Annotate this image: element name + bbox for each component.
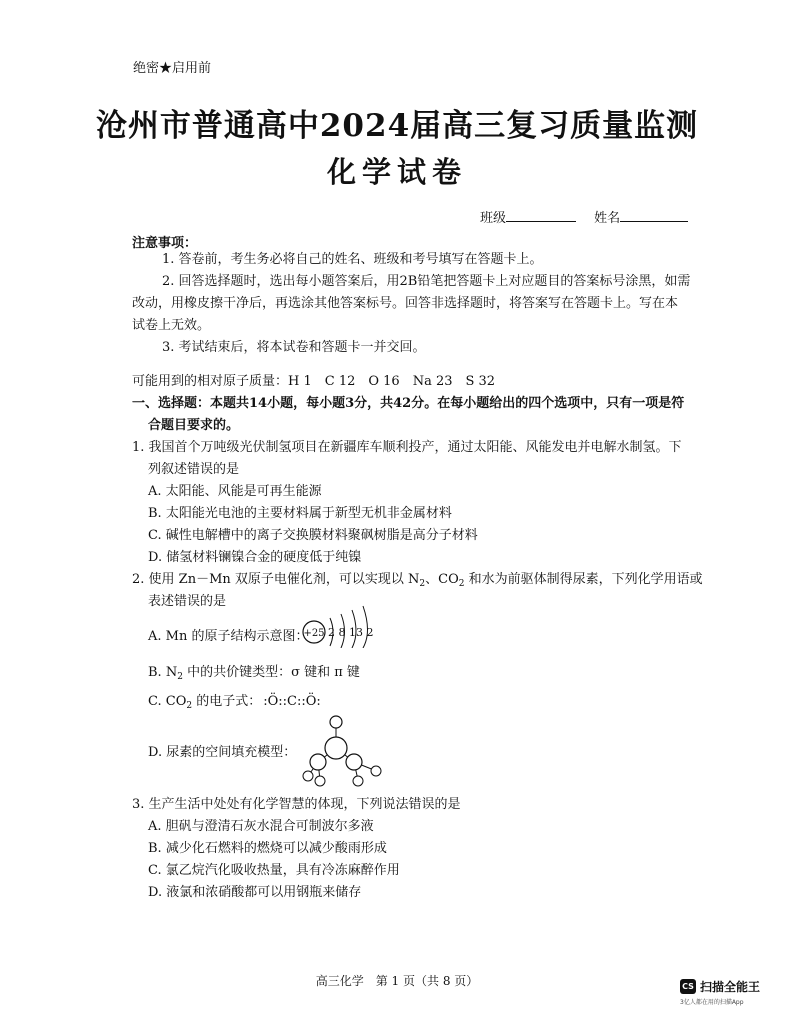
hydrogen-atom [303, 771, 313, 781]
q3-stem: 3. 生产生活中处处有化学智慧的体现，下列说法错误的是 [132, 797, 461, 812]
co2-electron-formula: :Ö::C::Ö: [263, 694, 321, 709]
scanner-watermark-tagline: 3亿人都在用的扫描App [680, 999, 744, 1006]
hydrogen-atom [315, 776, 325, 786]
class-name-row [480, 207, 688, 226]
camscanner-logo-icon: CS [680, 979, 696, 994]
page-footer: 高三化学 第 1 页（共 8 页） [315, 974, 479, 988]
q2-stem-cont: 表述错误的是 [148, 594, 227, 609]
q1-option-a: A. 太阳能、风能是可再生能源 [148, 484, 322, 499]
notice-line: 试卷上无效。 [132, 318, 211, 333]
exam-title: 沧州市普通高中2024届高三复习质量监测 [95, 108, 699, 144]
secret-mark: 绝密★启用前 [133, 61, 212, 76]
q2-option-a: A. Mn 的原子结构示意图： [148, 629, 309, 644]
notice-line: 3. 考试结束后，将本试卷和答题卡一并交回。 [162, 340, 426, 355]
q2-stem: 2. 使用 Zn－Mn 双原子电催化剂，可以实现以 $N_2$、$CO_2$ 和水为前驱体制得尿素，下列化学用语或 [132, 572, 703, 589]
class-blank[interactable] [506, 209, 576, 222]
q3-option-a: A. 胆矾与澄清石灰水混合可制波尔多液 [148, 819, 374, 834]
oxygen-atom [330, 716, 342, 728]
name-blank[interactable] [620, 209, 688, 222]
carbon-atom [325, 737, 347, 759]
urea-space-filling-model [296, 708, 392, 788]
notice-line: 1. 答卷前，考生务必将自己的姓名、班级和考号填写在答题卡上。 [162, 252, 543, 267]
nucleus-charge: +25 [303, 628, 325, 639]
hydrogen-atom [371, 766, 381, 776]
notice-line: 改动，用橡皮擦干净后，再选涂其他答案标号。回答非选择题时，将答案写在答题卡上。写在本 [132, 296, 679, 311]
notice-heading: 注意事项： [132, 236, 198, 251]
atomic-masses: 可能用到的相对原子质量：H 1 C 12 O 16 Na 23 S 32 [132, 374, 496, 389]
q2-option-d: D. 尿素的空间填充模型： [148, 745, 297, 760]
q2-option-c: C. $CO_2$ 的电子式： :Ö::C::Ö: [148, 694, 321, 711]
q3-option-b: B. 减少化石燃料的燃烧可以减少酸雨形成 [148, 841, 387, 856]
nitrogen-atom [310, 754, 326, 770]
exam-subtitle: 化学试卷 [326, 155, 467, 189]
section-heading-cont: 合题目要求的。 [148, 418, 240, 433]
q1-option-d: D. 储氢材料镧镍合金的硬度低于纯镍 [148, 550, 362, 565]
q1-option-c: C. 碱性电解槽中的离子交换膜材料聚砜树脂是高分子材料 [148, 528, 478, 543]
notice-line: 2. 回答选择题时，选出每小题答案后，用2B铅笔把答题卡上对应题目的答案标号涂黑，如需 [162, 274, 691, 289]
q2-option-b: B. $N_2$ 中的共价键类型：σ 键和 π 键 [148, 665, 360, 682]
q1-stem-cont: 列叙述错误的是 [148, 462, 240, 477]
q1-stem: 1. 我国首个万吨级光伏制氢项目在新疆库车顺利投产，通过太阳能、风能发电并电解水制氢。下 [132, 440, 682, 455]
q3-option-d: D. 液氯和浓硝酸都可以用钢瓶来储存 [148, 885, 362, 900]
q1-option-b: B. 太阳能光电池的主要材料属于新型无机非金属材料 [148, 506, 452, 521]
hydrogen-atom [353, 776, 363, 786]
nitrogen-atom [346, 754, 362, 770]
class-label: 班级 [480, 211, 507, 226]
section-heading: 一、选择题：本题共14小题，每小题3分，共42分。在每小题给出的四个选项中，只有一项是符 [132, 396, 685, 411]
name-label: 姓名 [594, 211, 621, 226]
q3-option-c: C. 氯乙烷汽化吸收热量，具有冷冻麻醉作用 [148, 863, 400, 878]
scanner-watermark-name: 扫描全能王 [700, 980, 761, 994]
shell-electron-counts: 2 8 13 2 [328, 626, 374, 639]
mn-atomic-structure-diagram [300, 604, 380, 648]
